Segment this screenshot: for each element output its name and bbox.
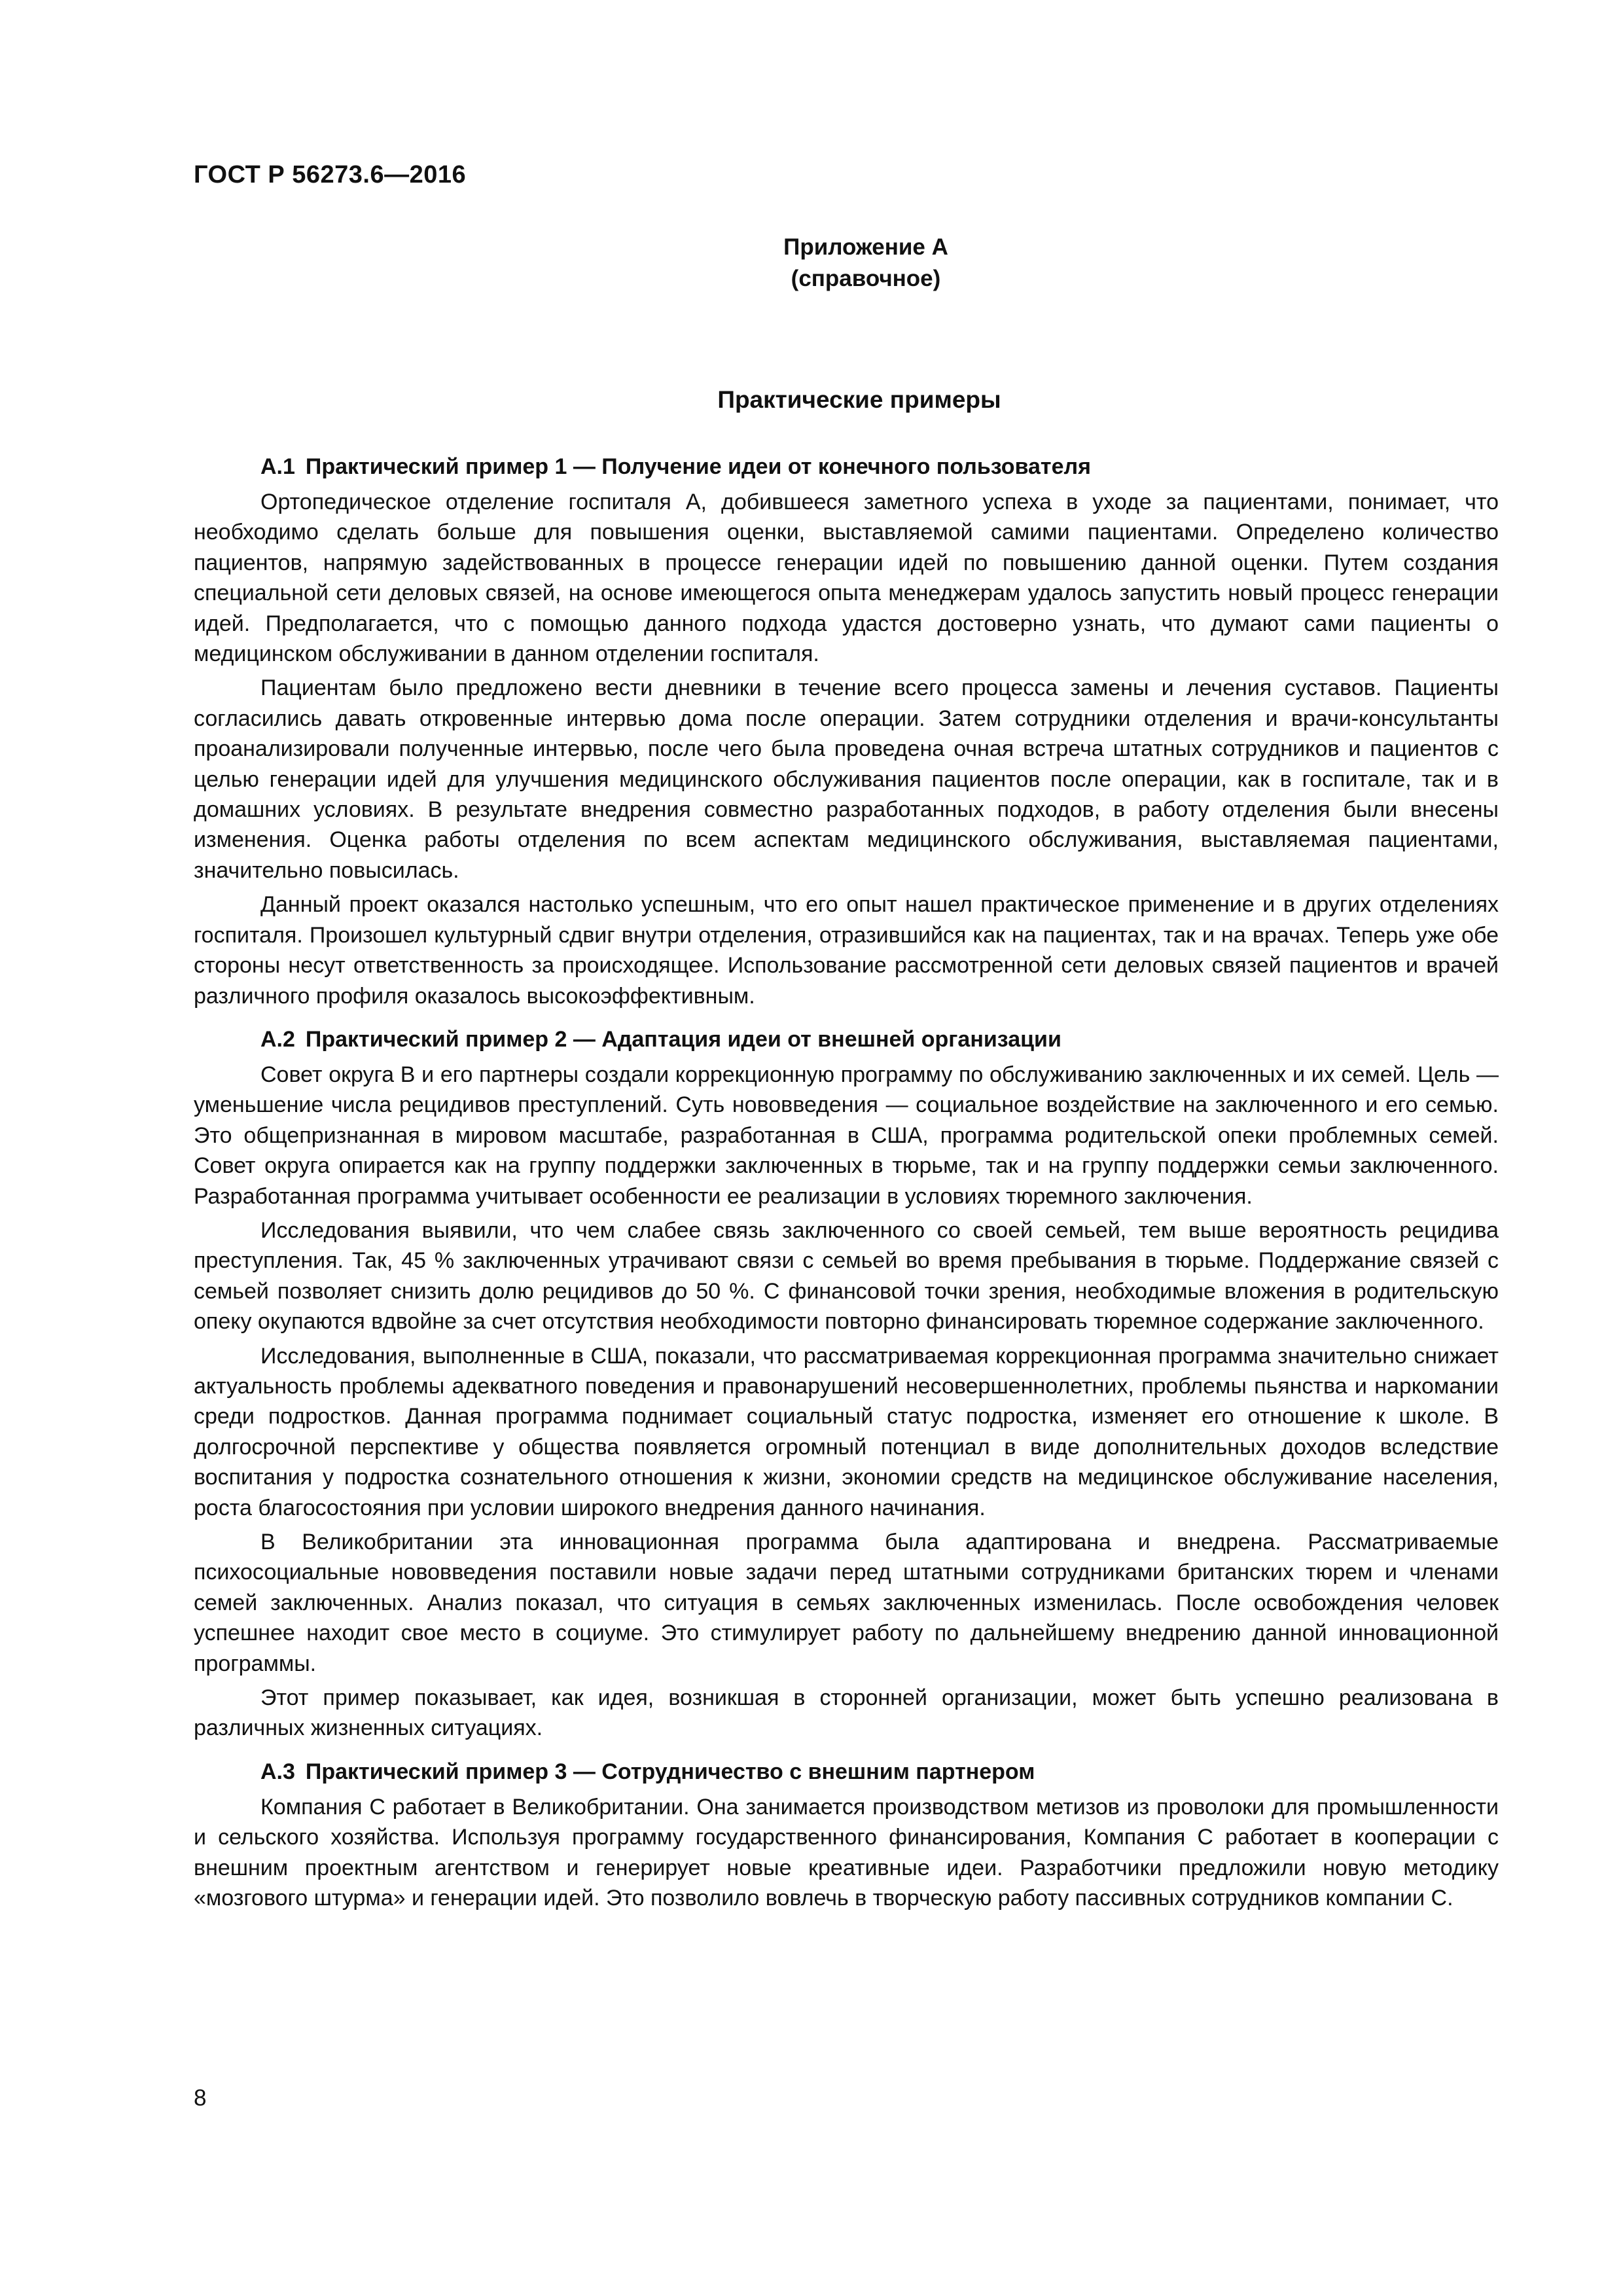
annex-heading <box>194 232 1499 295</box>
section-title: Практические примеры <box>717 386 1001 413</box>
subsection-number: А.1 <box>260 454 295 479</box>
paragraph: Исследования, выполненные в США, показали, что рассматриваемая коррекционная программа значительно снижает актуальность проблемы адекватного поведения и правонарушений несовершеннолетних, проблемы пьянства и наркомании среди подростков. Данная программа поднимает социальный статус подростка, изменяет его отношение к школе. В долгосрочной перспективе у общества появляется огромный потенциал в виде дополнительных доходов вследствие воспитания у подростка сознательного отношения к жизни, экономии средств на медицинское обслуживание населения, роста благосостояния при условии широкого внедрения данного начинания. <box>194 1343 1499 1520</box>
document-code: ГОСТ Р 56273.6—2016 <box>194 161 467 188</box>
subsection-title: Практический пример 2 — Адаптация идеи от внешней организации <box>305 1026 1061 1052</box>
subsection-title: Практический пример 3 — Сотрудничество с внешним партнером <box>305 1759 1035 1784</box>
subsection-number: А.3 <box>260 1759 295 1784</box>
subsection-heading-a2 <box>194 1024 1499 1054</box>
page-number: 8 <box>194 2085 207 2111</box>
paragraph: Этот пример показывает, как идея, возникшая в сторонней организации, может быть успешно реализована в различных жизненных ситуациях. <box>194 1685 1499 1741</box>
annex-title: Приложение А <box>783 234 948 260</box>
subsection-title: Практический пример 1 — Получение идеи от конечного пользователя <box>305 454 1091 479</box>
paragraph: Пациентам было предложено вести дневники в течение всего процесса замены и лечения суставов. Пациенты согласились давать откровенные интервью дома после операции. Затем сотрудники отделения и врачи-консультанты проанализировали полученные интервью, после чего была проведена очная встреча штатных сотрудников и пациентов с целью генерации идей для улучшения медицинского обслуживания пациентов после операции, как в госпитале, так и в домашних условиях. В результате внедрения совместно разработанных подходов, в работу отделения были внесены изменения. Оценка работы отделения по всем аспектам медицинского обслуживания, выставляемая пациентами, значительно повысилась. <box>194 675 1499 883</box>
paragraph: В Великобритании эта инновационная программа была адаптирована и внедрена. Рассматриваемые психосоциальные нововведения поставили новые задачи перед штатными сотрудниками британских тюрем и членами семей заключенных. Анализ показал, что ситуация в семьях заключенных изменилась. После освобождения человек успешнее находит свое место в социуме. Это стимулирует работу по дальнейшему внедрению данной инновационной программы. <box>194 1530 1499 1676</box>
paragraph: Исследования выявили, что чем слабее связь заключенного со своей семьей, тем выше вероятность рецидива преступления. Так, 45 % заключенных утрачивают связи с семьей во время пребывания в тюрьме. Поддержание связей с семьей позволяет снизить долю рецидивов до 50 %. С финансовой точки зрения, необходимые вложения в родительскую опеку окупаются вдвойне за счет отсутствия необходимости повторно финансировать тюремное содержание заключенного. <box>194 1217 1499 1335</box>
paragraph: Данный проект оказался настолько успешным, что его опыт нашел практическое применение и в других отделениях госпиталя. Произошел культурный сдвиг внутри отделения, отразившийся как на пациентах, так и на врачах. Теперь уже обе стороны несут ответственность за происходящее. Использование рассмотренной сети деловых связей пациентов и врачей различного профиля оказалось высокоэффективным. <box>194 892 1499 1009</box>
paragraph: Совет округа В и его партнеры создали коррекционную программу по обслуживанию заключенных и их семей. Цель — уменьшение числа рецидивов преступлений. Суть нововведения — социальное воздействие на заключенного и его семью. Это общепризнанная в мировом масштабе, разработанная в США, программа родительской опеки проблемных семей. Совет округа опирается как на группу поддержки заключенных в тюрьме, так и на группу поддержки семьи заключенного. Разработанная программа учитывает особенности ее реализации в условиях тюремного заключения. <box>194 1062 1499 1209</box>
annex-status: (справочное) <box>791 266 941 291</box>
subsection-heading-a1 <box>194 452 1499 482</box>
subsection-heading-a3 <box>194 1757 1499 1787</box>
subsection-number: А.2 <box>260 1026 295 1052</box>
paragraph: Ортопедическое отделение госпиталя А, добившееся заметного успеха в уходе за пациентами, понимает, что необходимо сделать больше для повышения оценки, выставляемой самими пациентами. Определено количество пациентов, напрямую задействованных в процессе генерации идей по повышению данной оценки. Путем создания специальной сети деловых связей, на основе имеющегося опыта менеджерам удалось запустить новый процесс генерации идей. Предполагается, что с помощью данного подхода удастся достоверно узнать, что думают сами пациенты о медицинском обслуживании в данном отделении госпиталя. <box>194 490 1499 667</box>
document-body <box>194 452 1499 1917</box>
paragraph: Компания С работает в Великобритании. Она занимается производством метизов из проволоки для промышленности и сельского хозяйства. Используя программу государственного финансирования, Компания С работает в кооперации с внешним проектным агентством и генерирует новые креативные идеи. Разработчики предложили новую методику «мозгового штурма» и генерации идей. Это позволило вовлечь в творческую работу пассивных сотрудников компании С. <box>194 1794 1499 1911</box>
